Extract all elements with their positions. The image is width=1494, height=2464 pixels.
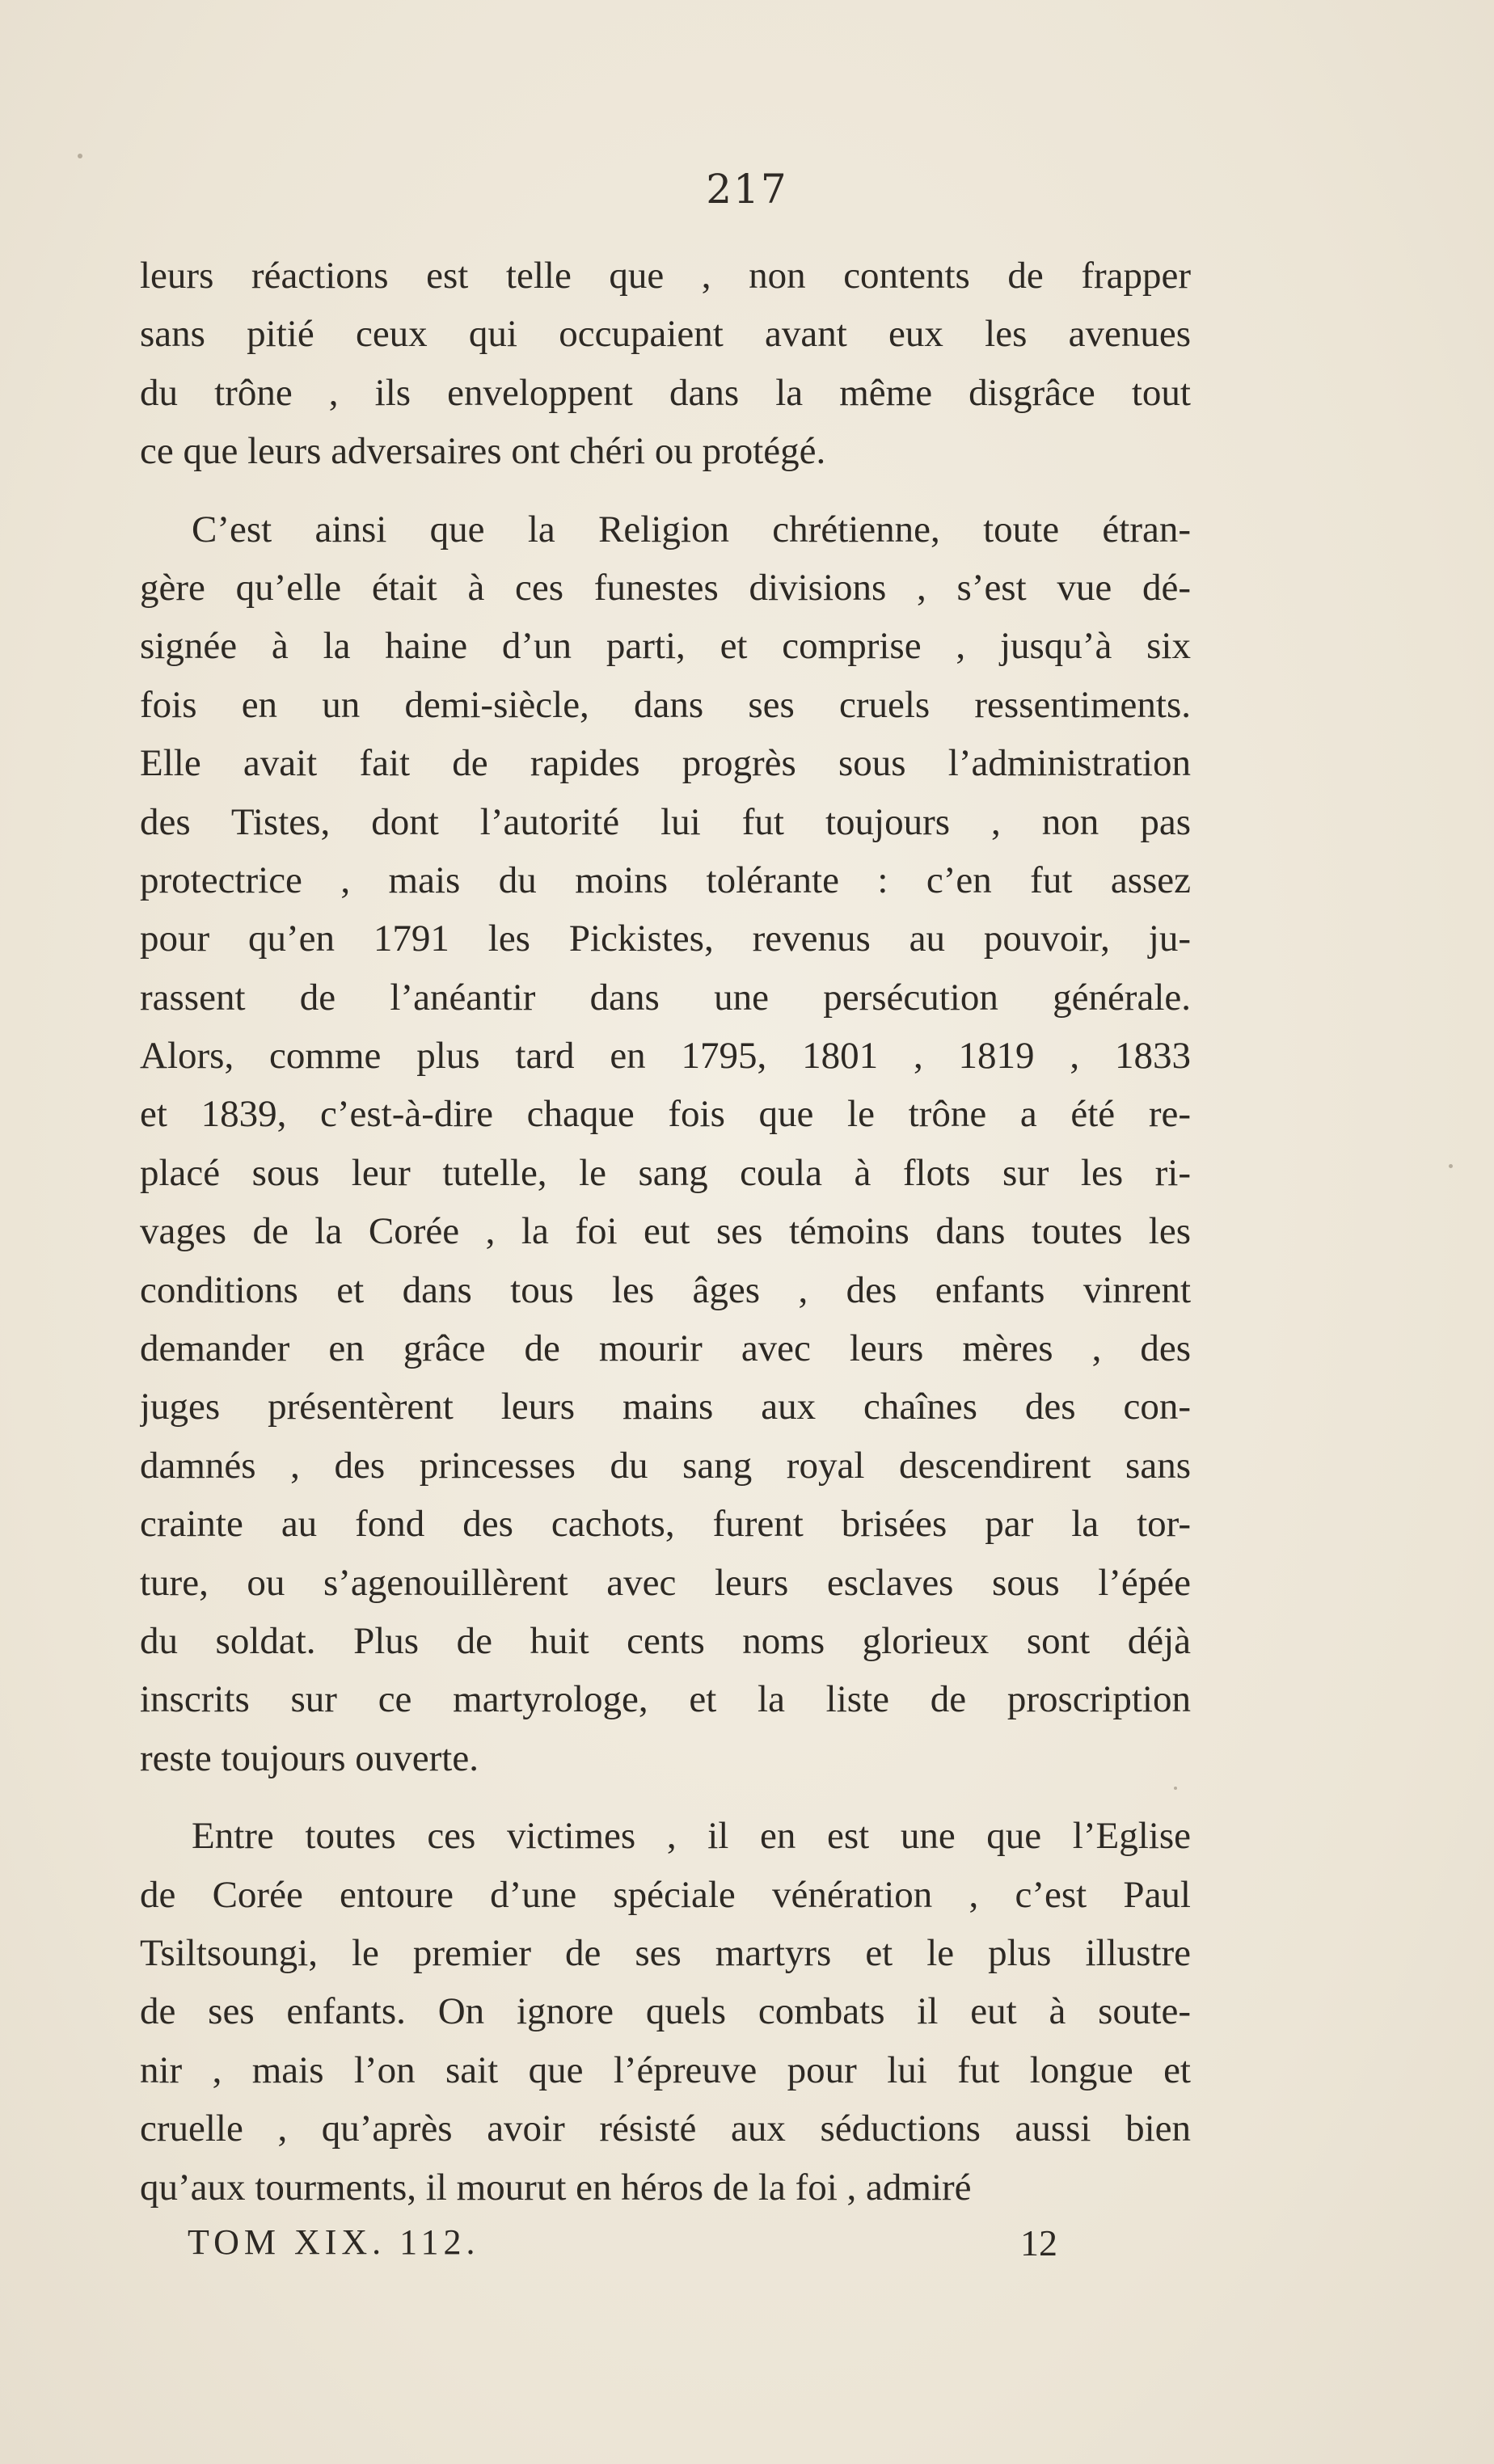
page-footer <box>0 2221 1494 2278</box>
text-line: sans pitié ceux qui occupaient avant eux les avenues <box>140 313 1191 356</box>
text-line: Entre toutes ces victimes , il en est une que l’Eglise <box>192 1815 1191 1858</box>
text-line: reste toujours ouverte. <box>140 1736 479 1779</box>
paragraph <box>140 247 1191 481</box>
body-text <box>140 247 1191 2217</box>
text-line: damnés , des princesses du sang royal descendirent sans <box>140 1444 1191 1487</box>
text-line: placé sous leur tutelle, le sang coula à flots sur les ri- <box>140 1151 1191 1194</box>
text-line: ce que leurs adversaires ont chéri ou protégé. <box>140 430 826 473</box>
text-line: ture, ou s’agenouillèrent avec leurs esclaves sous l’épée <box>140 1561 1191 1604</box>
text-line: qu’aux tourments, il mourut en héros de la foi , admiré <box>140 2166 972 2209</box>
text-line: de ses enfants. On ignore quels combats il eut à soute- <box>140 1990 1191 2033</box>
text-line: pour qu’en 1791 les Pickistes, revenus au pouvoir, ju- <box>140 918 1191 960</box>
paper-speck <box>1449 1164 1453 1168</box>
text-line: protectrice , mais du moins tolérante : c’en fut assez <box>140 859 1191 901</box>
text-line: Alors, comme plus tard en 1795, 1801 , 1819 , 1833 <box>140 1035 1191 1078</box>
text-line: fois en un demi-siècle, dans ses cruels ressentiments. <box>140 683 1191 726</box>
text-line: inscrits sur ce martyrologe, et la liste de proscription <box>140 1678 1191 1721</box>
paragraph <box>140 1807 1191 2217</box>
text-line: et 1839, c’est-à-dire chaque fois que le trône a été re- <box>140 1093 1191 1136</box>
text-line: leurs réactions est telle que , non contents de frapper <box>140 255 1191 297</box>
text-line: signée à la haine d’un parti, et comprise , jusqu’à six <box>140 625 1191 668</box>
text-line: cruelle , qu’après avoir résisté aux séductions aussi bien <box>140 2107 1191 2150</box>
text-line: Elle avait fait de rapides progrès sous l’administration <box>140 742 1191 785</box>
text-line: Tsiltsoungi, le premier de ses martyrs et le plus illustre <box>140 1931 1191 1974</box>
text-line: juges présentèrent leurs mains aux chaînes des con- <box>140 1386 1191 1428</box>
text-line: nir , mais l’on sait que l’épreuve pour lui fut longue et <box>140 2048 1191 2091</box>
sheet-number: 12 <box>1020 2222 1057 2264</box>
text-line: du soldat. Plus de huit cents noms glorieux sont déjà <box>140 1619 1191 1662</box>
paragraph-gap <box>140 1787 1191 1807</box>
signature-mark: TOM XIX. 112. <box>188 2222 480 2262</box>
paper-speck <box>78 154 82 158</box>
text-line: conditions et dans tous les âges , des enfants vinrent <box>140 1268 1191 1311</box>
text-line: gère qu’elle était à ces funestes divisions , s’est vue dé- <box>140 566 1191 609</box>
text-line: de Corée entoure d’une spéciale vénération , c’est Paul <box>140 1873 1191 1916</box>
paragraph-gap <box>140 481 1191 500</box>
text-line: C’est ainsi que la Religion chrétienne, toute étran- <box>192 508 1191 551</box>
text-line: rassent de l’anéantir dans une persécution générale. <box>140 976 1191 1019</box>
text-line: demander en grâce de mourir avec leurs mères , des <box>140 1327 1191 1370</box>
paragraph <box>140 500 1191 1788</box>
page-number: 217 <box>706 166 788 213</box>
text-line: crainte au fond des cachots, furent brisées par la tor- <box>140 1503 1191 1546</box>
text-line: des Tistes, dont l’autorité lui fut toujours , non pas <box>140 800 1191 843</box>
text-line: vages de la Corée , la foi eut ses témoins dans toutes les <box>140 1210 1191 1253</box>
text-line: du trône , ils enveloppent dans la même disgrâce tout <box>140 371 1191 414</box>
paper-speck <box>1174 1787 1177 1790</box>
